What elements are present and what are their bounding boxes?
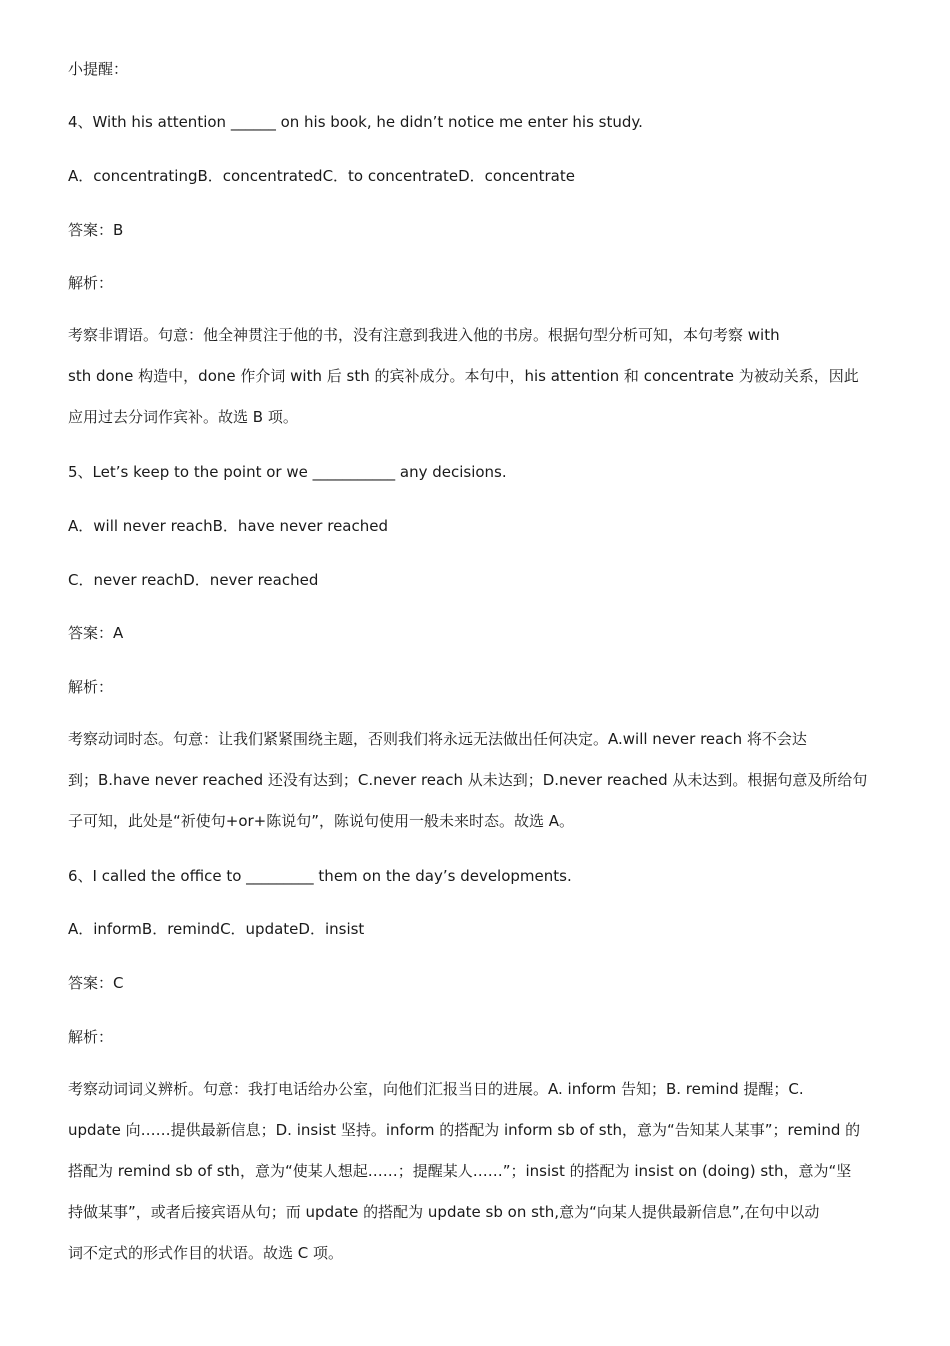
analysis-line: sth done 构造中，done 作介词 with 后 sth 的宾补成分。本句中，his attention 和 concentrate 为被动关系，因此 [68,367,859,385]
analysis-line: 词不定式的形式作目的状语。故选 C 项。 [68,1244,344,1262]
analysis-line: 考察动词词义辨析。句意：我打电话给办公室，向他们汇报当日的进展。A. inform 告知；B. remind 提醒；C. [68,1080,804,1098]
question-6-answer: 答案：C [68,974,124,992]
question-4-options: A．concentratingB．concentratedC．to concentrateD．concentrate [68,167,575,185]
question-6-options: A．informB．remindC．updateD．insist [68,920,365,938]
analysis-line: 应用过去分词作宾补。故选 B 项。 [68,408,298,426]
analysis-line: 搭配为 remind sb of sth，意为“使某人想起……；提醒某人……”；insist 的搭配为 insist on (doing) sth，意为“坚 [68,1162,852,1180]
analysis-line: 考察非谓语。句意：他全神贯注于他的书，没有注意到我进入他的书房。根据句型分析可知，本句考察 with [68,326,780,344]
analysis-line: 子可知，此处是“祈使句+or+陈说句”，陈说句使用一般未来时态。故选 A。 [68,812,575,830]
question-5-options-1: A．will never reachB．have never reached [68,517,388,535]
question-4-analysis [68,315,884,438]
analysis-line: update 向……提供最新信息；D. insist 坚持。inform 的搭配为 inform sb of sth，意为“告知某人某事”；remind 的 [68,1121,861,1139]
question-5-answer: 答案：A [68,624,124,642]
question-4-stem: 4、With his attention ______ on his book, he didn’t notice me enter his study. [68,113,643,131]
question-5-analysis-label: 解析： [68,678,114,696]
question-5-options-2: C．never reachD．never reached [68,571,319,589]
analysis-line: 考察动词时态。句意：让我们紧紧围绕主题，否则我们将永远无法做出任何决定。A.will never reach 将不会达 [68,730,807,748]
question-6-analysis [68,1069,884,1274]
analysis-line: 到；B.have never reached 还没有达到；C.never reach 从未达到；D.never reached 从未达到。根据句意及所给句 [68,771,868,789]
question-5-stem: 5、Let’s keep to the point or we ___________ any decisions. [68,463,507,481]
question-6-analysis-label: 解析： [68,1028,114,1046]
analysis-line: 持做某事”，或者后接宾语从句；而 update 的搭配为 update sb on sth,意为“向某人提供最新信息”,在句中以动 [68,1203,820,1221]
question-6-stem: 6、I called the office to _________ them on the day’s developments. [68,867,572,885]
question-4-analysis-label: 解析： [68,274,114,292]
question-5-analysis [68,719,884,842]
reminder-label: 小提醒： [68,60,129,78]
question-4-answer: 答案：B [68,221,124,239]
